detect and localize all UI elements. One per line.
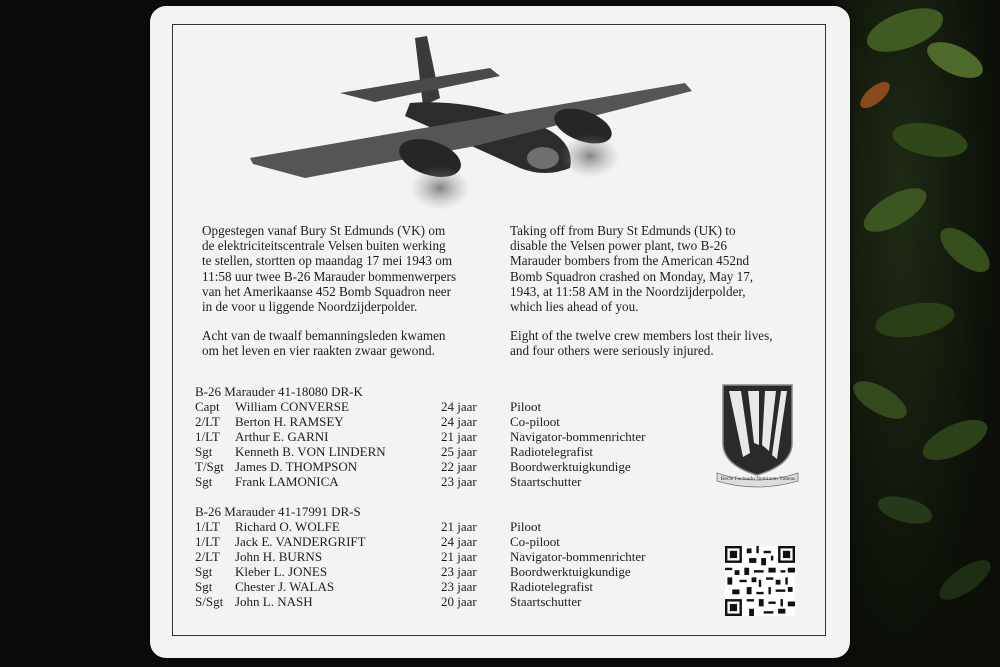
crew-rank: 2/LT: [195, 414, 220, 429]
text-line: and four others were seriously injured.: [510, 343, 714, 359]
crew-role: Boordwerktuigkundige: [510, 564, 631, 579]
text-line: te stellen, stortten op maandag 17 mei 1943 om: [202, 253, 453, 269]
crew-age: 24 jaar: [441, 399, 477, 414]
crew-rank: S/Sgt: [195, 594, 224, 609]
crew-role: Radiotelegrafist: [510, 579, 594, 594]
crew-role: Radiotelegrafist: [510, 444, 594, 459]
crew-name: William CONVERSE: [235, 399, 349, 414]
text-line: disable the Velsen power plant, two B-26: [510, 238, 727, 254]
crew-age: 23 jaar: [441, 564, 477, 579]
crew-rank: 1/LT: [195, 519, 220, 534]
crew-age: 24 jaar: [441, 534, 477, 549]
crew-age: 23 jaar: [441, 579, 477, 594]
crew-rank: 1/LT: [195, 534, 220, 549]
crew-age: 21 jaar: [441, 429, 477, 444]
text-line: Acht van de twaalf bemanningsleden kwamen: [202, 328, 446, 343]
crew-role: Navigator-bommenrichter: [510, 549, 646, 564]
crew-role: Staartschutter: [510, 474, 582, 489]
text-line: in de voor u liggende Noordzijderpolder.: [202, 299, 418, 315]
text-line: Marauder bombers from the American 452nd: [510, 253, 750, 269]
text-line: Eight of the twelve crew members lost their lives,: [510, 328, 773, 343]
crew-rank: Sgt: [195, 564, 213, 579]
crew-role: Piloot: [510, 399, 542, 414]
english-casualty-text: [510, 328, 800, 358]
memorial-plaque: [150, 6, 850, 658]
text-line: Taking off from Bury St Edmunds (UK) to: [510, 223, 736, 238]
crew-rank: Sgt: [195, 444, 213, 459]
crew-role: Co-piloot: [510, 414, 560, 429]
crew-name: John H. BURNS: [235, 549, 323, 564]
text-line: Opgestegen vanaf Bury St Edmunds (VK) om: [202, 223, 446, 238]
crew-rank: 2/LT: [195, 549, 220, 564]
crew-rank: T/Sgt: [195, 459, 224, 474]
aircraft-2-title: B-26 Marauder 41-17991 DR-S: [195, 504, 361, 519]
text-line: 11:58 uur twee B-26 Marauder bommenwerpers: [202, 268, 457, 284]
crew-name: John L. NASH: [235, 594, 313, 609]
qr-code-icon[interactable]: [725, 546, 795, 616]
dutch-intro-text: [202, 223, 502, 314]
crew-age: 21 jaar: [441, 519, 477, 534]
b26-bomber-photo: [245, 28, 715, 218]
english-intro-text: [510, 223, 800, 314]
crew-name: Frank LAMONICA: [235, 474, 339, 489]
text-line: Bomb Squadron crashed on Monday, May 17,: [510, 268, 754, 284]
crew-role: Boordwerktuigkundige: [510, 459, 631, 474]
crew-role: Navigator-bommenrichter: [510, 429, 646, 444]
squadron-emblem-icon: [715, 383, 800, 488]
aircraft-1-title: B-26 Marauder 41-18080 DR-K: [195, 384, 363, 399]
crew-age: 20 jaar: [441, 594, 477, 609]
crew-role: Co-piloot: [510, 534, 560, 549]
crew-age: 25 jaar: [441, 444, 477, 459]
foliage-background: [835, 0, 1000, 667]
crew-age: 24 jaar: [441, 414, 477, 429]
crew-name: James D. THOMPSON: [235, 459, 358, 474]
crew-name: Berton H. RAMSEY: [235, 414, 344, 429]
crew-name: Kleber L. JONES: [235, 564, 328, 579]
dutch-casualty-text: [202, 328, 502, 358]
text-line: de elektriciteitscentrale Velsen buiten werking: [202, 238, 446, 254]
crew-name: Richard O. WOLFE: [235, 519, 340, 534]
crew-role: Staartschutter: [510, 594, 582, 609]
crew-rank: Capt: [195, 399, 220, 414]
crew-age: 22 jaar: [441, 459, 477, 474]
crew-rank: 1/LT: [195, 429, 220, 444]
text-line: van het Amerikaanse 452 Bomb Squadron neer: [202, 283, 452, 299]
crew-age: 23 jaar: [441, 474, 477, 489]
text-line: which lies ahead of you.: [510, 299, 639, 315]
crew-name: Kenneth B. VON LINDERN: [235, 444, 386, 459]
crew-age: 21 jaar: [441, 549, 477, 564]
emblem-motto: Recte Faciendo Neminem Timeas: [720, 476, 796, 482]
text-line: 1943, at 11:58 AM in the Noordzijderpolder,: [510, 283, 746, 299]
crew-name: Jack E. VANDERGRIFT: [235, 534, 366, 549]
text-line: om het leven en vier raakten zwaar gewond.: [202, 343, 435, 359]
crew-name: Chester J. WALAS: [235, 579, 335, 594]
crew-rank: Sgt: [195, 579, 213, 594]
crew-rank: Sgt: [195, 474, 213, 489]
crew-role: Piloot: [510, 519, 542, 534]
crew-name: Arthur E. GARNI: [235, 429, 329, 444]
